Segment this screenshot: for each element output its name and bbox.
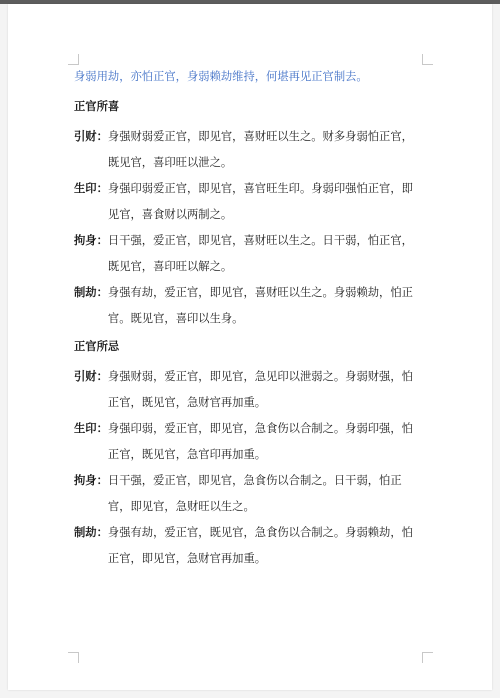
intro-line: 身弱用劫，亦怕正官，身弱赖劫维持，何堪再见正官制去。 — [74, 70, 368, 83]
entry-text: 日干强，爱正官，即见官，急食伤以合制之。日干弱，怕正官，即见官，急财旺以生之。 — [107, 474, 402, 513]
entry-text: 身强有劫，爱正官，即见官，喜财旺以生之。身弱赖劫，怕正官。既见官，喜印以生身。 — [107, 286, 413, 325]
section-heading-favorable: 正官所喜 — [74, 100, 120, 113]
entry-unfavorable-shengyin — [74, 416, 424, 468]
document-body — [74, 68, 424, 572]
entry-text: 身强印弱爱正官，即见官，喜官旺生印。身弱印强怕正官，即见官，喜食财以两制之。 — [107, 182, 413, 221]
entry-label: 制劫： — [74, 286, 108, 299]
entry-text: 日干强，爱正官，即见官，喜财旺以生之。日干弱，怕正官，既见官，喜印旺以解之。 — [107, 234, 413, 273]
entry-text: 身强印弱，爱正官，即见官，急食伤以合制之。身弱印强，怕正官，既见官，急官印再加重。 — [107, 422, 413, 461]
entry-label: 拘身： — [74, 474, 108, 487]
entry-label: 引财： — [74, 130, 108, 143]
entry-label: 引财： — [74, 370, 108, 383]
margin-corner-top-left — [68, 54, 79, 65]
margin-corner-top-right — [422, 54, 433, 65]
entry-label: 生印： — [74, 422, 108, 435]
entry-label: 拘身： — [74, 234, 108, 247]
entry-favorable-yincai — [74, 124, 424, 176]
margin-corner-bottom-left — [68, 652, 79, 663]
margin-corner-bottom-right — [422, 652, 433, 663]
entry-unfavorable-jushen — [74, 468, 424, 520]
entry-text: 身强财弱，爱正官，即见官，急见印以泄弱之。身弱财强，怕正官，既见官，急财官再加重。 — [107, 370, 413, 409]
entry-text: 身强财弱爱正官，即见官，喜财旺以生之。财多身弱怕正官，既见官，喜印旺以泄之。 — [107, 130, 413, 169]
section-heading-unfavorable: 正官所忌 — [74, 340, 120, 353]
entry-label: 生印： — [74, 182, 108, 195]
document-page — [8, 4, 492, 690]
entry-text: 身强有劫，爱正官，既见官，急食伤以合制之。身弱赖劫，怕正官，即见官，急财官再加重。 — [107, 526, 413, 565]
entry-favorable-zhijie — [74, 280, 424, 332]
entry-label: 制劫： — [74, 526, 108, 539]
entry-unfavorable-yincai — [74, 364, 424, 416]
entry-favorable-shengyin — [74, 176, 424, 228]
entry-unfavorable-zhijie — [74, 520, 424, 572]
entry-favorable-jushen — [74, 228, 424, 280]
